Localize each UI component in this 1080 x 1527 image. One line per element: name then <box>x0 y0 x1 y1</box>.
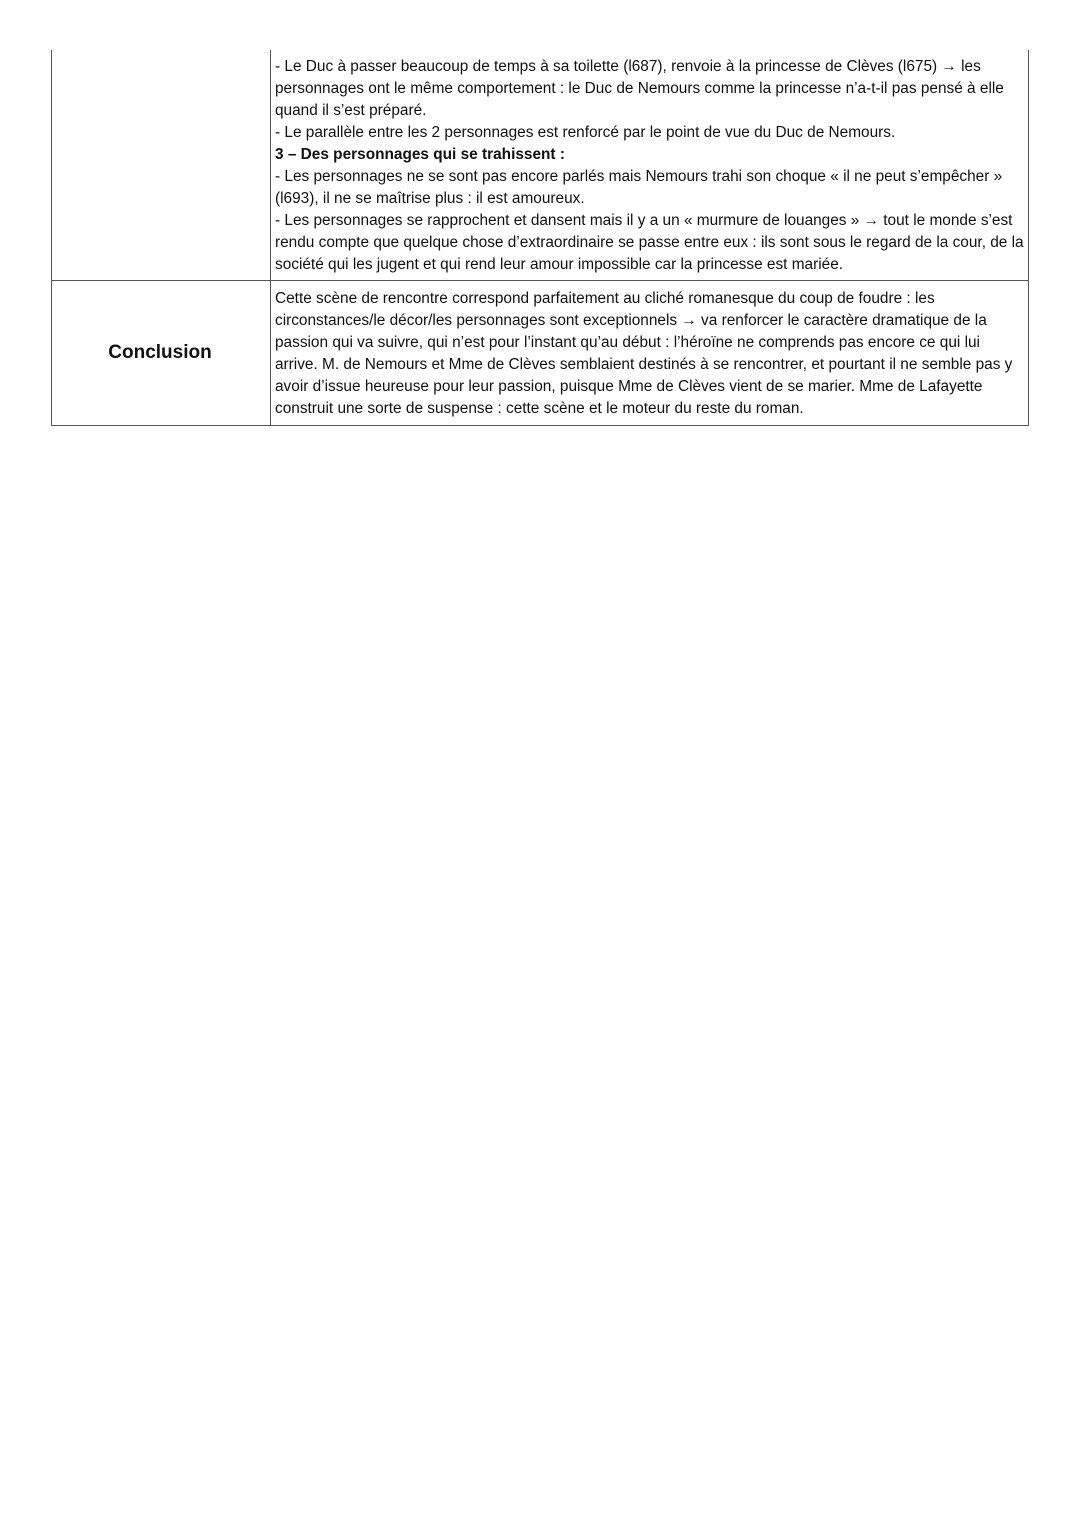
analysis-table <box>51 50 1029 426</box>
development-label-cell <box>52 50 271 281</box>
conclusion-row <box>52 281 1029 426</box>
text-line: - Les personnages se rapprochent et dansent mais il y a un « murmure de louanges » → tout le monde s’est rendu compte que quelque chose d’extraordinaire se passe entre eux : ils sont sous le regard de la cour, de la société qui les jugent et qui rend leur amour impossible car la princesse est mariée. <box>275 212 1024 273</box>
development-content-cell <box>271 50 1029 281</box>
development-row <box>52 50 1029 281</box>
text-line: - Le parallèle entre les 2 personnages est renforcé par le point de vue du Duc de Nemours. <box>275 124 896 141</box>
conclusion-text: Cette scène de rencontre correspond parfaitement au cliché romanesque du coup de foudre : les circonstances/le décor/les personnages sont exceptionnels → va renforcer le caractère dramatique de la passion qui va suivre, qui n’est pour l’instant qu’au début : l’héroïne ne comprends pas encore ce qui lui arrive. M. de Nemours et Mme de Clèves semblaient destinés à se rencontrer, et pourtant il ne semble pas y avoir d’issue heureuse pour leur passion, puisque Mme de Clèves vient de se marier. Mme de Lafayette construit une sorte de suspense : cette scène et le moteur du reste du roman. <box>275 290 1013 417</box>
conclusion-label-cell <box>52 281 271 426</box>
conclusion-content-cell <box>271 281 1029 426</box>
text-line: - Les personnages ne se sont pas encore parlés mais Nemours trahi son choque « il ne peut s’empêcher » (l693), il ne se maîtrise plus : il est amoureux. <box>275 168 1003 207</box>
text-line: - Le Duc à passer beaucoup de temps à sa toilette (l687), renvoie à la princesse de Clèves (l675) → les personnages ont le même comportement : le Duc de Nemours comme la princesse n’a-t-il pas pensé à elle quand il s’est préparé. <box>275 58 1004 119</box>
subheading: 3 – Des personnages qui se trahissent : <box>275 146 565 163</box>
conclusion-label: Conclusion <box>108 342 212 363</box>
